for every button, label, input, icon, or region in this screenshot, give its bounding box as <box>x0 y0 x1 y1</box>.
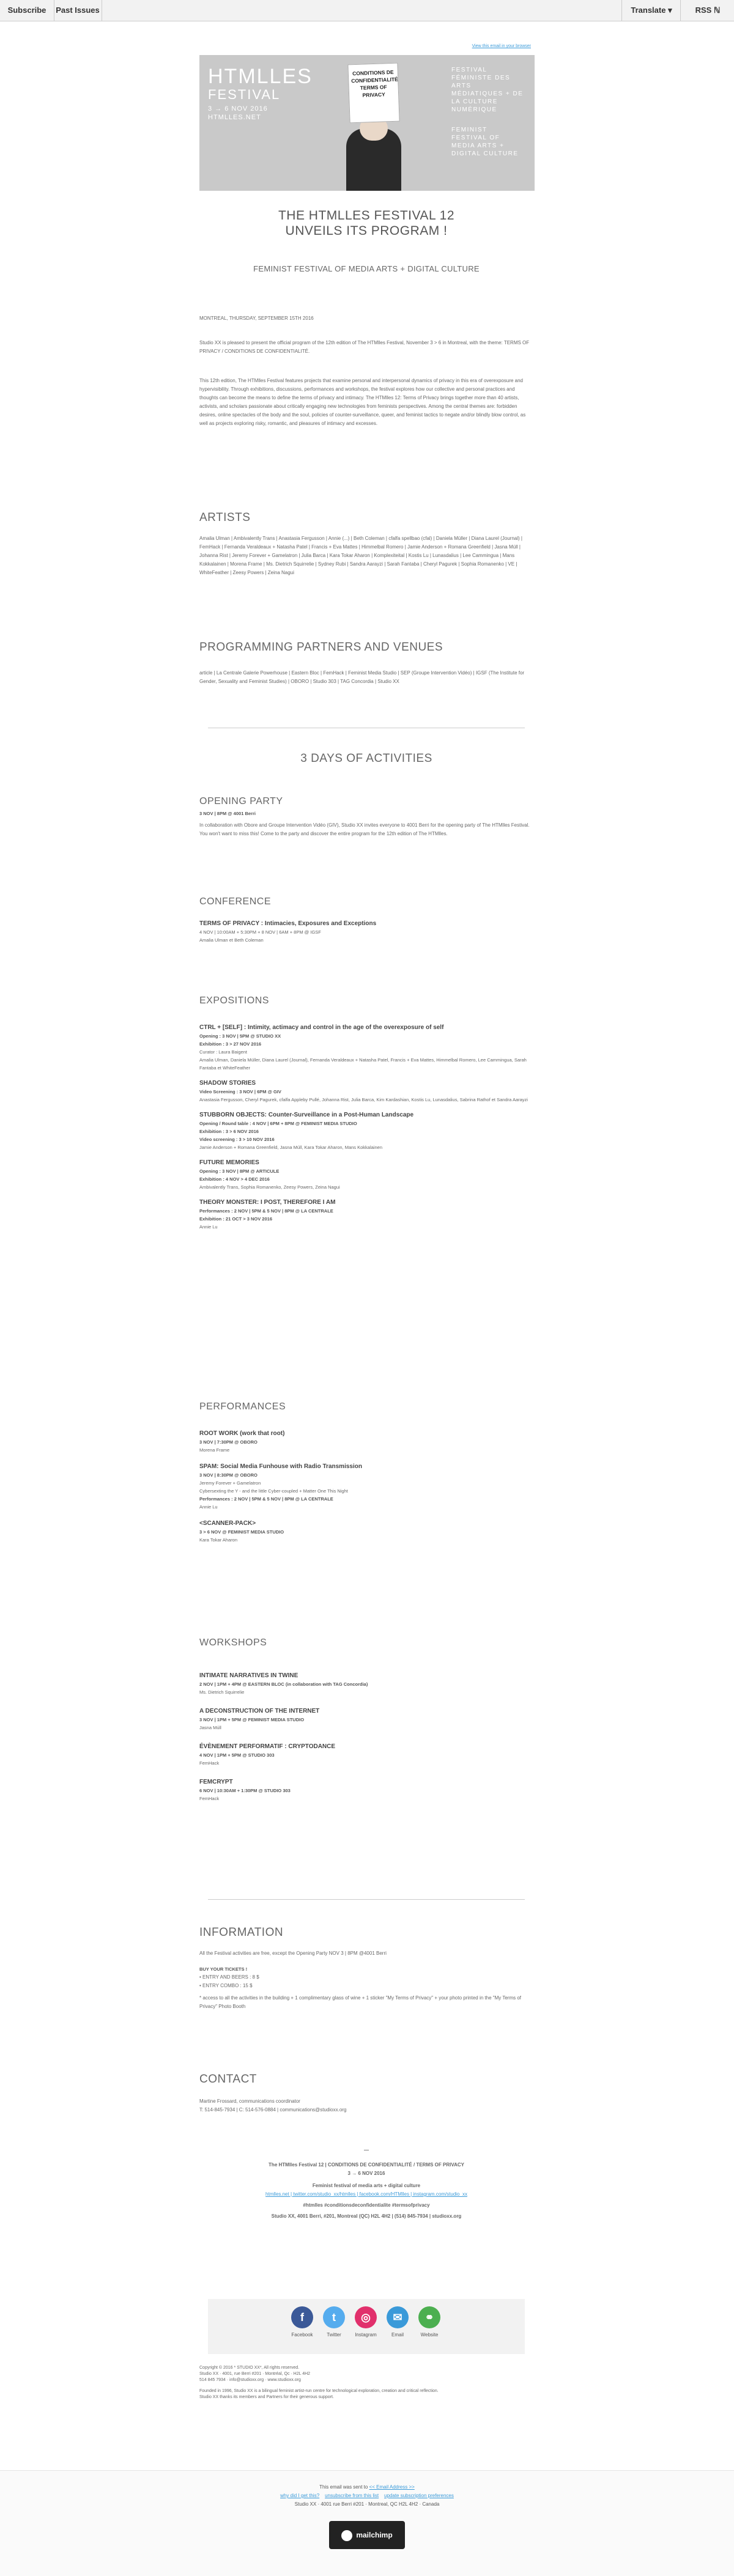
information-text: All the Festival activities are free, except the Opening Party NOV 3 | 8PM @4001 Berri <box>199 1950 387 1956</box>
page-subtitle: FEMINIST FESTIVAL OF MEDIA ARTS + DIGITAL CULTURE <box>253 264 480 273</box>
top-navigation-bar <box>0 0 734 21</box>
workshops-heading: WORKSHOPS <box>199 1637 267 1648</box>
information-heading: INFORMATION <box>199 1926 284 1939</box>
workshop-title: A DECONSTRUCTION OF THE INTERNET <box>199 1708 320 1714</box>
intro-paragraph-1: Studio XX is pleased to present the official program of the 12th edition of The HTMlles Festival, November 3 > 6 in Montreal, with the theme: TERMS OF PRIVACY / CONDITIONS DE CONFIDENTIALITÉ. <box>199 340 530 354</box>
copyright: Copyright © 2016 * STUDIO XX*, All rights reserved. <box>199 2366 300 2370</box>
workshop-host: FemHack <box>199 1796 220 1801</box>
exposition-item <box>199 1159 533 1191</box>
exposition-artists: Anastasia Fergusson, Cheryl Pagurek, cfalfa Appleby Pullé, Johanna Rist, Julia Barca, Kim Kardashian, Kostis Lu, Lunasdalius, Sabrina Rathof et Sandra Aarayzi <box>199 1097 528 1102</box>
exposition-title: THEORY MONSTER: I POST, THEREFORE I AM <box>199 1199 336 1206</box>
instagram-icon: ◎ <box>355 2306 377 2328</box>
why-link[interactable]: why did I get this? <box>280 2493 320 2498</box>
footer-address: Studio XX, 4001 Berri, #201, Montreal (QC) H2L 4H2 | (514) 845-7934 | studioxx.org <box>271 2213 462 2219</box>
ticket-option: • ENTRY AND BEERS : 8 $ <box>199 1974 259 1980</box>
footer-links[interactable]: htmlles.net | twitter.com/studio_xx/htmlles | facebook.com/HTMlles | instagram.com/studio_xx <box>265 2191 467 2197</box>
partners-list: article | La Centrale Galerie Powerhouse | Eastern Bloc | FemHack | Feminist Media Studio | SEP (Groupe Intervention Vidéo) | IGSF (The Institute for Gender, Sexuality and Feminist Studies) | OBORO | Studio 303 | TAG Concordia | Studio XX <box>199 670 525 684</box>
exposition-title: FUTURE MEMORIES <box>199 1159 259 1166</box>
exposition-schedule: Exhibition : 4 NOV > 4 DEC 2016 <box>199 1176 270 1182</box>
expositions-heading: EXPOSITIONS <box>199 995 269 1006</box>
exposition-title: CTRL + [SELF] : Intimity, actimacy and control in the age of the overexposure of self <box>199 1024 444 1031</box>
workshop-item <box>199 1778 533 1803</box>
footer-dash: — <box>364 2147 369 2153</box>
performance-description: Cybersexting the Y - and the little Cyber-coupled + Matter One This Night <box>199 1488 348 1494</box>
performance-schedule: 3 NOV | 8:30PM @ OBORO <box>199 1472 258 1478</box>
exposition-item <box>199 1198 533 1231</box>
ticket-option: • ENTRY COMBO : 15 $ <box>199 1983 253 1988</box>
mailchimp-badge[interactable] <box>329 2521 405 2549</box>
social-bar <box>208 2299 525 2354</box>
exposition-schedule: Exhibition : 3 > 27 NOV 2016 <box>199 1041 262 1047</box>
workshop-host: Jasna Múll <box>199 1725 221 1730</box>
legal-thanks: Studio XX thanks its members and Partners for their generous support. <box>199 2395 334 2399</box>
contact-heading: CONTACT <box>199 2073 257 2086</box>
subscribe-link[interactable]: Subscribe <box>0 0 54 21</box>
exposition-artists: Ambivalently Trans, Sophia Romanenko, Zeesy Powers, Zeina Nagui <box>199 1184 340 1190</box>
workshop-host: Ms. Dietrich Squirrelie <box>199 1689 245 1695</box>
performance-title: SPAM: Social Media Funhouse with Radio Transmission <box>199 1463 362 1470</box>
workshop-item <box>199 1672 533 1696</box>
dateline: MONTREAL, THURSDAY, SEPTEMBER 15TH 2016 <box>199 316 314 321</box>
translate-dropdown[interactable]: Translate ▾ <box>621 0 681 21</box>
social-email[interactable] <box>383 2306 412 2338</box>
performance-item <box>199 1463 533 1511</box>
workshop-title: FEMCRYPT <box>199 1779 233 1785</box>
ticket-details: * access to all the activities in the building + 1 complimentary glass of wine + 1 sticker "My Terms of Privacy" + your photo printed in the "My Terms of Privacy" Photo Booth <box>199 1995 522 2009</box>
exposition-artists: Jamie Anderson + Romana Greenfield, Jasna Múll, Kara Tokar Aharon, Mans Kokkalainen <box>199 1145 382 1150</box>
exposition-title: STUBBORN OBJECTS: Counter-Surveillance in a Post-Human Landscape <box>199 1112 414 1118</box>
separator <box>380 2493 382 2498</box>
banner-right-french: FESTIVAL FÉMINISTE DES ARTS MÉDIATIQUES + DE LA CULTURE NUMÉRIQUE <box>451 67 524 113</box>
conference-heading: CONFERENCE <box>199 896 272 907</box>
banner-dates: 3 → 6 NOV 2016 <box>208 105 268 113</box>
link-icon: ⚭ <box>418 2306 440 2328</box>
exposition-schedule: Exhibition : 3 > 6 NOV 2016 <box>199 1129 259 1134</box>
activities-heading: 3 DAYS OF ACTIVITIES <box>300 752 432 765</box>
exposition-artists: Annie Lu <box>199 1224 218 1230</box>
exposition-curator: Curator : Laura Baigent <box>199 1049 247 1055</box>
banner-logo-line1: HTMLLES <box>208 65 313 88</box>
footer-tagline: Feminist festival of media arts + digital culture <box>312 2183 421 2188</box>
intro-paragraph-2: This 12th edition, The HTMlles Festival features projects that examine personal and interpersonal dynamics of privacy in this era of overexposure and hypervisibility. Through exhibitions, discussions, performances and workshops, the festival explores how our collective and personal practices and thoughts can become the means to define the terms of privacy and intimacy. The HTMlles 12: Terms of Privacy brings together more than 40 artists, activists, and scholars passionate about critically engaging new technologies from feminists perspectives. Among the central themes are: forbidden desires, online spectacles of the body and the soul, policies of counter-surveillance, queer, and feminist tactics to negate and/or blindly blow control, as well as projects exploring risky, romantic, and pleasures of intimacy and excesses. <box>199 378 526 426</box>
social-label: Email <box>391 2332 404 2338</box>
twitter-icon: t <box>323 2306 345 2328</box>
social-facebook[interactable] <box>287 2306 317 2338</box>
expositions-list <box>199 1024 533 1238</box>
footer-dates: 3 → 6 NOV 2016 <box>347 2171 385 2176</box>
rss-link[interactable]: RSS ℕ <box>680 0 734 21</box>
mailchimp-badge-label: mailchimp <box>356 2531 393 2539</box>
artists-list: Amalia Ulman | Ambivalently Trans | Anastasia Fergusson | Annie (...) | Beth Coleman | cfalfa spellbao (cfal) | Daniela Müller | Diana Laurel (Journal) | FemHack | Fernanda Veraldeaux + Natasha Patel | Francis + Eva Mattes | Himmelbal Romero | Jamie Anderson + Romana Greenfield | Jasna Múll | Johanna Rist | Jeremy Forever + Gamelatron | Julia Barca | Kara Tokar Aharon | Komplexiteital | Kostis Lu | Lunasdalius | Lee Cammingua | Mans Kokkalainen | Morena Frame | Ms. Dietrich Squirrelie | Sydney Rubi | Sandra Aarayzi | Sarah Fantaba | Cheryl Pagurek | Sophia Romanenko | VE | WhiteFeather | Zeesy Powers | Zeina Nagui <box>199 536 522 575</box>
social-website[interactable] <box>415 2306 444 2338</box>
conference-schedule: 4 NOV | 10:00AM + 5:30PM + 8 NOV | 6AM + 8PM @ IGSF <box>199 929 321 935</box>
performance-title: ROOT WORK (work that root) <box>199 1430 285 1437</box>
update-preferences-link[interactable]: update subscription preferences <box>384 2493 454 2498</box>
social-twitter[interactable] <box>319 2306 349 2338</box>
exposition-item <box>199 1111 533 1151</box>
mailchimp-footer <box>0 2470 734 2576</box>
page-title-line1: THE HTMLLES FESTIVAL 12 <box>278 209 455 223</box>
sent-to-line <box>0 2484 734 2490</box>
exposition-schedule: Exhibition : 21 OCT > 3 NOV 2016 <box>199 1216 272 1222</box>
separator <box>321 2493 323 2498</box>
workshop-title: INTIMATE NARRATIVES IN TWINE <box>199 1672 298 1679</box>
legal-contact: 514 845 7934 · info@studioxx.org · www.studioxx.org <box>199 2378 301 2382</box>
workshop-host: FemHack <box>199 1760 220 1766</box>
performance-artists: Morena Frame <box>199 1447 230 1453</box>
exposition-item <box>199 1079 533 1104</box>
page-title-line2: UNVEILS ITS PROGRAM ! <box>285 224 448 238</box>
mc-address: Studio XX · 4001 rue Berri #201 · Montreal, QC H2L 4H2 · Canada <box>294 2501 440 2507</box>
social-label: Twitter <box>327 2332 341 2338</box>
performance-artists: Kara Tokar Aharon <box>199 1537 237 1543</box>
workshop-item <box>199 1743 533 1767</box>
social-label: Website <box>420 2332 439 2338</box>
conference-title: TERMS OF PRIVACY : Intimacies, Exposures and Exceptions <box>199 920 377 927</box>
sent-to-label: This email was sent to <box>319 2484 368 2490</box>
footer-links-row <box>0 2493 734 2498</box>
legal-about: Founded in 1996, Studio XX is a bilingual feminist artist-run centre for technological exploration, creation and critical reflection. <box>199 2389 439 2393</box>
workshops-list <box>199 1672 533 1814</box>
sign-paper: CONDITIONS DE CONFIDENTIALITÉ TERMS OF PRIVACY <box>347 63 399 124</box>
exposition-title: SHADOW STORIES <box>199 1080 256 1087</box>
conference-speakers: Amalia Ulman et Beth Coleman <box>199 937 264 943</box>
past-issues-link[interactable]: Past Issues <box>54 0 102 21</box>
recipient-email[interactable]: << Email Address >> <box>369 2484 415 2490</box>
performance-item <box>199 1430 533 1454</box>
performance-schedule: Performances : 2 NOV | 5PM & 5 NOV | 8PM @ LA CENTRALE <box>199 1496 333 1502</box>
contact-phone: T: 514-845-7934 | C: 514-576-0884 | communications@studioxx.org <box>199 2107 347 2113</box>
social-instagram[interactable] <box>351 2306 380 2338</box>
workshop-schedule: 6 NOV | 10:30AM + 1:30PM @ STUDIO 303 <box>199 1788 291 1793</box>
facebook-icon: f <box>291 2306 313 2328</box>
exposition-schedule: Opening / Round table : 4 NOV | 6PM + 8PM @ FEMINIST MEDIA STUDIO <box>199 1121 357 1126</box>
exposition-artists: Amalia Ulman, Daniela Müller, Diana Laurel (Journal), Fernanda Veraldeaux + Natasha Patel, Francis + Eva Mattes, Himmelbal Romero, Lee Cammingua, Sarah Fantaba et WhiteFeather <box>199 1057 527 1071</box>
unsubscribe-link[interactable]: unsubscribe from this list <box>325 2493 379 2498</box>
workshop-schedule: 4 NOV | 1PM + 5PM @ STUDIO 303 <box>199 1752 275 1758</box>
performances-heading: PERFORMANCES <box>199 1401 286 1412</box>
social-label: Facebook <box>291 2332 313 2338</box>
performance-schedule: 3 NOV | 7:30PM @ OBORO <box>199 1439 258 1445</box>
banner-url: HTMLLES.NET <box>208 114 261 121</box>
banner-right-english: FEMINIST FESTIVAL OF MEDIA ARTS + DIGITAL CULTURE <box>451 127 519 157</box>
footer-hashtags: #htmlles #conditionsdeconfidentialite #termsofprivacy <box>303 2202 430 2208</box>
social-label: Instagram <box>355 2332 377 2338</box>
divider <box>208 1899 525 1900</box>
performance-artists: Annie Lu <box>199 1504 218 1510</box>
contact-name: Martine Frossard, communications coordinator <box>199 2098 300 2104</box>
exposition-schedule: Opening : 3 NOV | 5PM @ STUDIO XX <box>199 1033 281 1039</box>
performance-artists: Jeremy Forever + Gamelatron <box>199 1480 261 1486</box>
workshop-title: ÉVÈNEMENT PERFORMATIF : CRYPTODANCE <box>199 1743 336 1750</box>
performance-schedule: 3 > 6 NOV @ FEMINIST MEDIA STUDIO <box>199 1529 284 1535</box>
exposition-schedule: Video Screening : 3 NOV | 6PM @ GIV <box>199 1089 281 1094</box>
workshop-schedule: 2 NOV | 1PM + 4PM @ EASTERN BLOC (in collaboration with TAG Concordia) <box>199 1681 368 1687</box>
exposition-schedule: Opening : 3 NOV | 8PM @ ARTICULE <box>199 1168 280 1174</box>
mailchimp-logo-icon <box>341 2530 352 2541</box>
artists-heading: ARTISTS <box>199 511 251 524</box>
performances-list <box>199 1430 533 1552</box>
exposition-schedule: Performances : 2 NOV | 5PM & 5 NOV | 8PM @ LA CENTRALE <box>199 1208 333 1214</box>
view-in-browser-link[interactable]: View this email in your browser <box>472 44 531 48</box>
festival-banner <box>199 55 535 191</box>
opening-heading: OPENING PARTY <box>199 796 283 806</box>
email-icon: ✉ <box>387 2306 409 2328</box>
performance-item <box>199 1519 533 1544</box>
workshop-item <box>199 1707 533 1732</box>
banner-logo-line2: FESTIVAL <box>208 87 281 102</box>
buy-tickets-link[interactable]: BUY YOUR TICKETS ! <box>199 1966 248 1972</box>
exposition-item <box>199 1024 533 1072</box>
legal-address: Studio XX · 4001, rue Berri #201 · Montréal, Qc · H2L 4H2 <box>199 2372 311 2376</box>
partners-heading: PROGRAMMING PARTNERS AND VENUES <box>199 641 443 654</box>
exposition-schedule: Video screening : 3 > 10 NOV 2016 <box>199 1137 275 1142</box>
performance-title: <SCANNER-PACK> <box>199 1520 256 1527</box>
workshop-schedule: 3 NOV | 1PM + 5PM @ FEMINIST MEDIA STUDIO <box>199 1717 305 1722</box>
opening-schedule: 3 NOV | 8PM @ 4001 Berri <box>199 811 256 816</box>
footer-title: The HTMlles Festival 12 | CONDITIONS DE CONFIDENTIALITÉ / TERMS OF PRIVACY <box>269 2162 464 2168</box>
opening-text: In collaboration with Obore and Groupe Intervention Vidéo (GIV), Studio XX invites everyone to 4001 Berri for the opening party of The HTMlles Festival. You won't want to miss this! Come to the party and discover the entire program for the 12th edition of The HTMlles. <box>199 822 530 836</box>
